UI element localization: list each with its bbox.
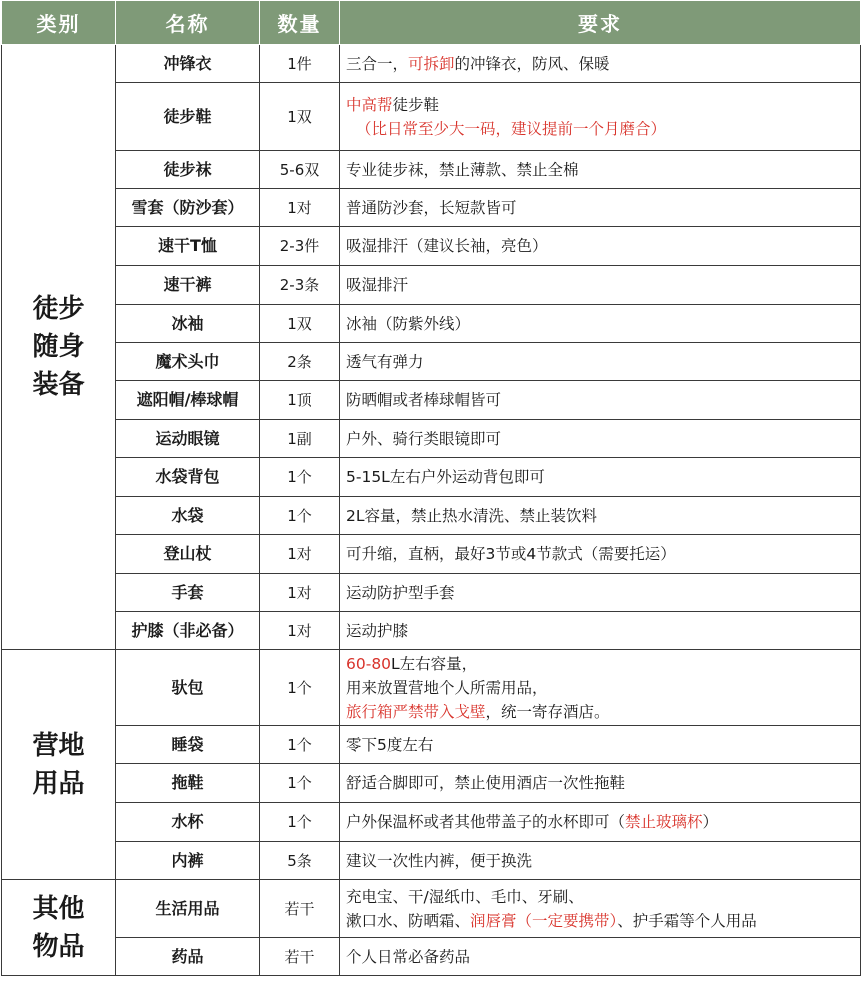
header-quantity: 数量 <box>260 1 340 45</box>
item-name: 水袋背包 <box>116 458 260 497</box>
item-quantity: 5条 <box>260 842 340 880</box>
item-name: 护膝（非必备） <box>116 612 260 650</box>
item-quantity: 若干 <box>260 880 340 938</box>
item-requirement: 普通防沙套，长短款皆可 <box>340 189 861 227</box>
table-row <box>2 880 861 938</box>
item-name: 药品 <box>116 938 260 976</box>
item-name: 速干裤 <box>116 266 260 305</box>
item-requirement: 建议一次性内裤，便于换洗 <box>340 842 861 880</box>
table-row <box>2 842 861 880</box>
table-row <box>2 535 861 574</box>
category-hiking: 徒步 随身 装备 <box>2 45 116 650</box>
item-requirement: 5-15L左右户外运动背包即可 <box>340 458 861 497</box>
item-requirement: 专业徒步袜，禁止薄款、禁止全棉 <box>340 151 861 189</box>
table-row <box>2 650 861 726</box>
table-row <box>2 420 861 458</box>
item-quantity: 1副 <box>260 420 340 458</box>
item-quantity: 1个 <box>260 726 340 764</box>
item-quantity: 1双 <box>260 305 340 343</box>
table-row <box>2 938 861 976</box>
item-requirement: 户外保温杯或者其他带盖子的水杯即可（禁止玻璃杯） <box>340 803 861 842</box>
item-name: 生活用品 <box>116 880 260 938</box>
table-row <box>2 381 861 420</box>
item-quantity: 1对 <box>260 612 340 650</box>
item-name: 遮阳帽/棒球帽 <box>116 381 260 420</box>
item-quantity: 2-3条 <box>260 266 340 305</box>
item-quantity: 2-3件 <box>260 227 340 266</box>
item-requirement: 个人日常必备药品 <box>340 938 861 976</box>
item-requirement: 舒适合脚即可，禁止使用酒店一次性拖鞋 <box>340 764 861 803</box>
item-quantity: 1个 <box>260 497 340 535</box>
item-name: 魔术头巾 <box>116 343 260 381</box>
item-name: 速干T恤 <box>116 227 260 266</box>
item-name: 冰袖 <box>116 305 260 343</box>
table-row <box>2 189 861 227</box>
item-name: 水袋 <box>116 497 260 535</box>
table-row <box>2 803 861 842</box>
item-quantity: 1个 <box>260 458 340 497</box>
item-requirement: 零下5度左右 <box>340 726 861 764</box>
item-requirement: 运动防护型手套 <box>340 574 861 612</box>
item-name: 雪套（防沙套） <box>116 189 260 227</box>
item-name: 拖鞋 <box>116 764 260 803</box>
item-requirement: 防晒帽或者棒球帽皆可 <box>340 381 861 420</box>
item-requirement: 三合一，可拆卸的冲锋衣，防风、保暖 <box>340 45 861 83</box>
item-quantity: 1件 <box>260 45 340 83</box>
table-row <box>2 764 861 803</box>
table-row <box>2 612 861 650</box>
item-name: 冲锋衣 <box>116 45 260 83</box>
item-requirement: 2L容量，禁止热水清洗、禁止装饮料 <box>340 497 861 535</box>
item-requirement: 冰袖（防紫外线） <box>340 305 861 343</box>
item-name: 内裤 <box>116 842 260 880</box>
table-row <box>2 305 861 343</box>
item-requirement: 充电宝、干/湿纸巾、毛巾、牙刷、 漱口水、防晒霜、润唇膏（一定要携带）、护手霜等个人用品 <box>340 880 861 938</box>
table-row <box>2 458 861 497</box>
item-name: 徒步鞋 <box>116 83 260 151</box>
item-name: 运动眼镜 <box>116 420 260 458</box>
header-requirement: 要求 <box>340 1 861 45</box>
item-name: 睡袋 <box>116 726 260 764</box>
item-requirement: 户外、骑行类眼镜即可 <box>340 420 861 458</box>
item-quantity: 2条 <box>260 343 340 381</box>
item-requirement: 中高帮徒步鞋 （比日常至少大一码，建议提前一个月磨合） <box>340 83 861 151</box>
table-row <box>2 227 861 266</box>
table-row <box>2 151 861 189</box>
item-name: 登山杖 <box>116 535 260 574</box>
header-category: 类别 <box>2 1 116 45</box>
item-quantity: 1对 <box>260 535 340 574</box>
header-row <box>2 1 861 45</box>
item-name: 水杯 <box>116 803 260 842</box>
item-quantity: 1个 <box>260 764 340 803</box>
item-quantity: 1对 <box>260 574 340 612</box>
item-requirement: 可升缩，直柄，最好3节或4节款式（需要托运） <box>340 535 861 574</box>
item-requirement: 吸湿排汗 <box>340 266 861 305</box>
item-requirement: 60-80L左右容量， 用来放置营地个人所需用品， 旅行箱严禁带入戈壁，统一寄存酒店。 <box>340 650 861 726</box>
item-quantity: 1个 <box>260 803 340 842</box>
item-name: 驮包 <box>116 650 260 726</box>
item-requirement: 吸湿排汗（建议长袖，亮色） <box>340 227 861 266</box>
item-quantity: 1双 <box>260 83 340 151</box>
category-camp: 营地 用品 <box>2 650 116 880</box>
table-row <box>2 83 861 151</box>
item-quantity: 1顶 <box>260 381 340 420</box>
category-other: 其他 物品 <box>2 880 116 976</box>
packing-list-table <box>1 0 861 976</box>
item-quantity: 1对 <box>260 189 340 227</box>
item-requirement: 透气有弹力 <box>340 343 861 381</box>
table-row <box>2 266 861 305</box>
item-quantity: 5-6双 <box>260 151 340 189</box>
table-row <box>2 574 861 612</box>
item-quantity: 若干 <box>260 938 340 976</box>
table-row <box>2 726 861 764</box>
item-name: 徒步袜 <box>116 151 260 189</box>
header-name: 名称 <box>116 1 260 45</box>
item-quantity: 1个 <box>260 650 340 726</box>
item-requirement: 运动护膝 <box>340 612 861 650</box>
item-name: 手套 <box>116 574 260 612</box>
table-row <box>2 497 861 535</box>
table-row <box>2 45 861 83</box>
table-row <box>2 343 861 381</box>
